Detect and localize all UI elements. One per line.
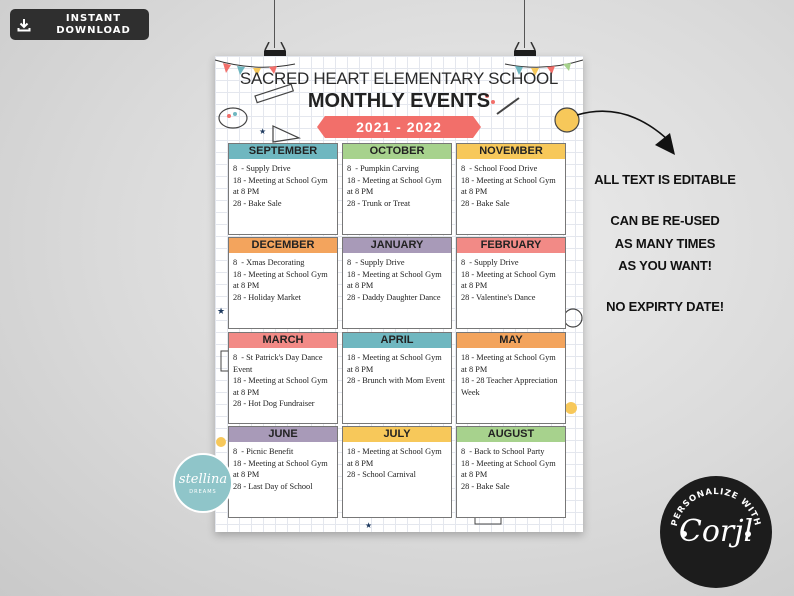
month-name: AUGUST (457, 427, 565, 442)
month-card-june (228, 426, 338, 518)
event-item: 18 - Meeting at School Gym at 8 PM (461, 269, 558, 290)
event-item: 8 - Supply Drive (347, 258, 405, 267)
svg-text:★: ★ (365, 521, 373, 530)
month-card-february (456, 237, 566, 329)
instant-download-badge (10, 9, 149, 40)
reuse-note-line-2: AS MANY TIMES (614, 236, 716, 251)
month-card-march (228, 332, 338, 424)
hanging-string-left (274, 0, 275, 48)
month-card-january (342, 237, 452, 329)
month-name: MARCH (229, 333, 337, 348)
download-icon (10, 17, 38, 33)
logo-name: stellina (178, 472, 228, 487)
hanging-string-right (524, 0, 525, 48)
school-name: SACRED HEART ELEMENTARY SCHOOL (239, 69, 559, 88)
month-card-april (342, 332, 452, 424)
month-events (343, 348, 451, 387)
reuse-note-line-1: CAN BE RE-USED (610, 213, 720, 228)
event-item: 18 - 28 Teacher Appreciation Week (461, 376, 560, 397)
month-name: JANUARY (343, 238, 451, 253)
month-events (457, 253, 565, 303)
event-item: 8 - Xmas Decorating (233, 258, 305, 267)
month-events (457, 348, 565, 398)
expiry-note: NO EXPIRTY DATE! (606, 299, 724, 314)
month-events (457, 159, 565, 209)
event-item: 28 - Bake Sale (233, 198, 282, 208)
event-item: 8 - St Patrick's Day Dance Event (233, 353, 325, 374)
svg-text:★: ★ (259, 127, 267, 136)
event-item: 28 - Bake Sale (461, 198, 510, 208)
badge-line-2: DOWNLOAD (56, 24, 131, 36)
month-events (229, 348, 337, 410)
event-item: 18 - Meeting at School Gym at 8 PM (233, 458, 330, 479)
month-name: MAY (457, 333, 565, 348)
month-card-december (228, 237, 338, 329)
event-item: 18 - Meeting at School Gym at 8 PM (347, 353, 444, 374)
month-card-september (228, 143, 338, 235)
event-item: 28 - Bake Sale (461, 481, 510, 491)
month-name: JULY (343, 427, 451, 442)
event-item: 8 - Back to School Party (461, 447, 545, 456)
event-item: 28 - Last Day of School (233, 481, 313, 491)
month-name: DECEMBER (229, 238, 337, 253)
event-item: 18 - Meeting at School Gym at 8 PM (461, 353, 558, 374)
event-item: 18 - Meeting at School Gym at 8 PM (233, 376, 330, 397)
month-card-august (456, 426, 566, 518)
month-name: SEPTEMBER (229, 144, 337, 159)
corjl-ring-text: PERSONALIZE WITH (669, 486, 763, 528)
event-item: 28 - Brunch with Mom Event (347, 376, 445, 385)
month-card-may (456, 332, 566, 424)
badge-line-1: INSTANT (65, 12, 122, 24)
event-item: 8 - Supply Drive (461, 258, 519, 267)
month-name: JUNE (229, 427, 337, 442)
month-events (343, 159, 451, 209)
poster-heading: MONTHLY EVENTS (307, 90, 491, 112)
event-item: 28 - Valentine's Dance (461, 292, 536, 302)
event-item: 28 - Trunk or Treat (347, 198, 411, 208)
month-name: APRIL (343, 333, 451, 348)
event-item: 28 - Daddy Daughter Dance (347, 292, 441, 302)
event-item: 8 - Picnic Benefit (233, 447, 294, 456)
brand-logo (173, 453, 233, 513)
event-item: 8 - Pumpkin Carving (347, 164, 419, 173)
svg-text:★: ★ (217, 307, 226, 317)
month-events (229, 442, 337, 492)
event-item: 28 - School Carnival (347, 470, 416, 479)
corjl-badge (660, 476, 772, 588)
month-events (229, 253, 337, 303)
curved-arrow-icon (575, 105, 685, 165)
month-events (343, 253, 451, 303)
month-name: NOVEMBER (457, 144, 565, 159)
event-item: 18 - Meeting at School Gym at 8 PM (461, 175, 558, 196)
school-year-ribbon: 2021 - 2022 (325, 116, 473, 138)
month-card-october (342, 143, 452, 235)
month-card-july (342, 426, 452, 518)
event-item: 8 - Supply Drive (233, 164, 291, 173)
event-item: 28 - Hot Dog Fundraiser (233, 399, 315, 408)
event-item: 18 - Meeting at School Gym at 8 PM (347, 269, 444, 290)
month-name: OCTOBER (343, 144, 451, 159)
month-card-november (456, 143, 566, 235)
event-item: 18 - Meeting at School Gym at 8 PM (233, 175, 330, 196)
event-item: 18 - Meeting at School Gym at 8 PM (461, 458, 558, 479)
event-item: 8 - School Food Drive (461, 164, 538, 173)
month-events (343, 442, 451, 481)
event-item: 18 - Meeting at School Gym at 8 PM (347, 447, 444, 468)
logo-sub: DREAMS (189, 489, 217, 495)
reuse-note-line-3: AS YOU WANT! (618, 258, 712, 273)
month-name: FEBRUARY (457, 238, 565, 253)
month-events (457, 442, 565, 492)
month-events (229, 159, 337, 209)
event-item: 18 - Meeting at School Gym at 8 PM (347, 175, 444, 196)
event-item: 18 - Meeting at School Gym at 8 PM (233, 269, 330, 290)
event-item: 28 - Holiday Market (233, 292, 301, 302)
calendar-poster (215, 56, 583, 532)
editable-note: ALL TEXT IS EDITABLE (594, 172, 736, 187)
corjl-brand: Corjl (678, 514, 754, 549)
